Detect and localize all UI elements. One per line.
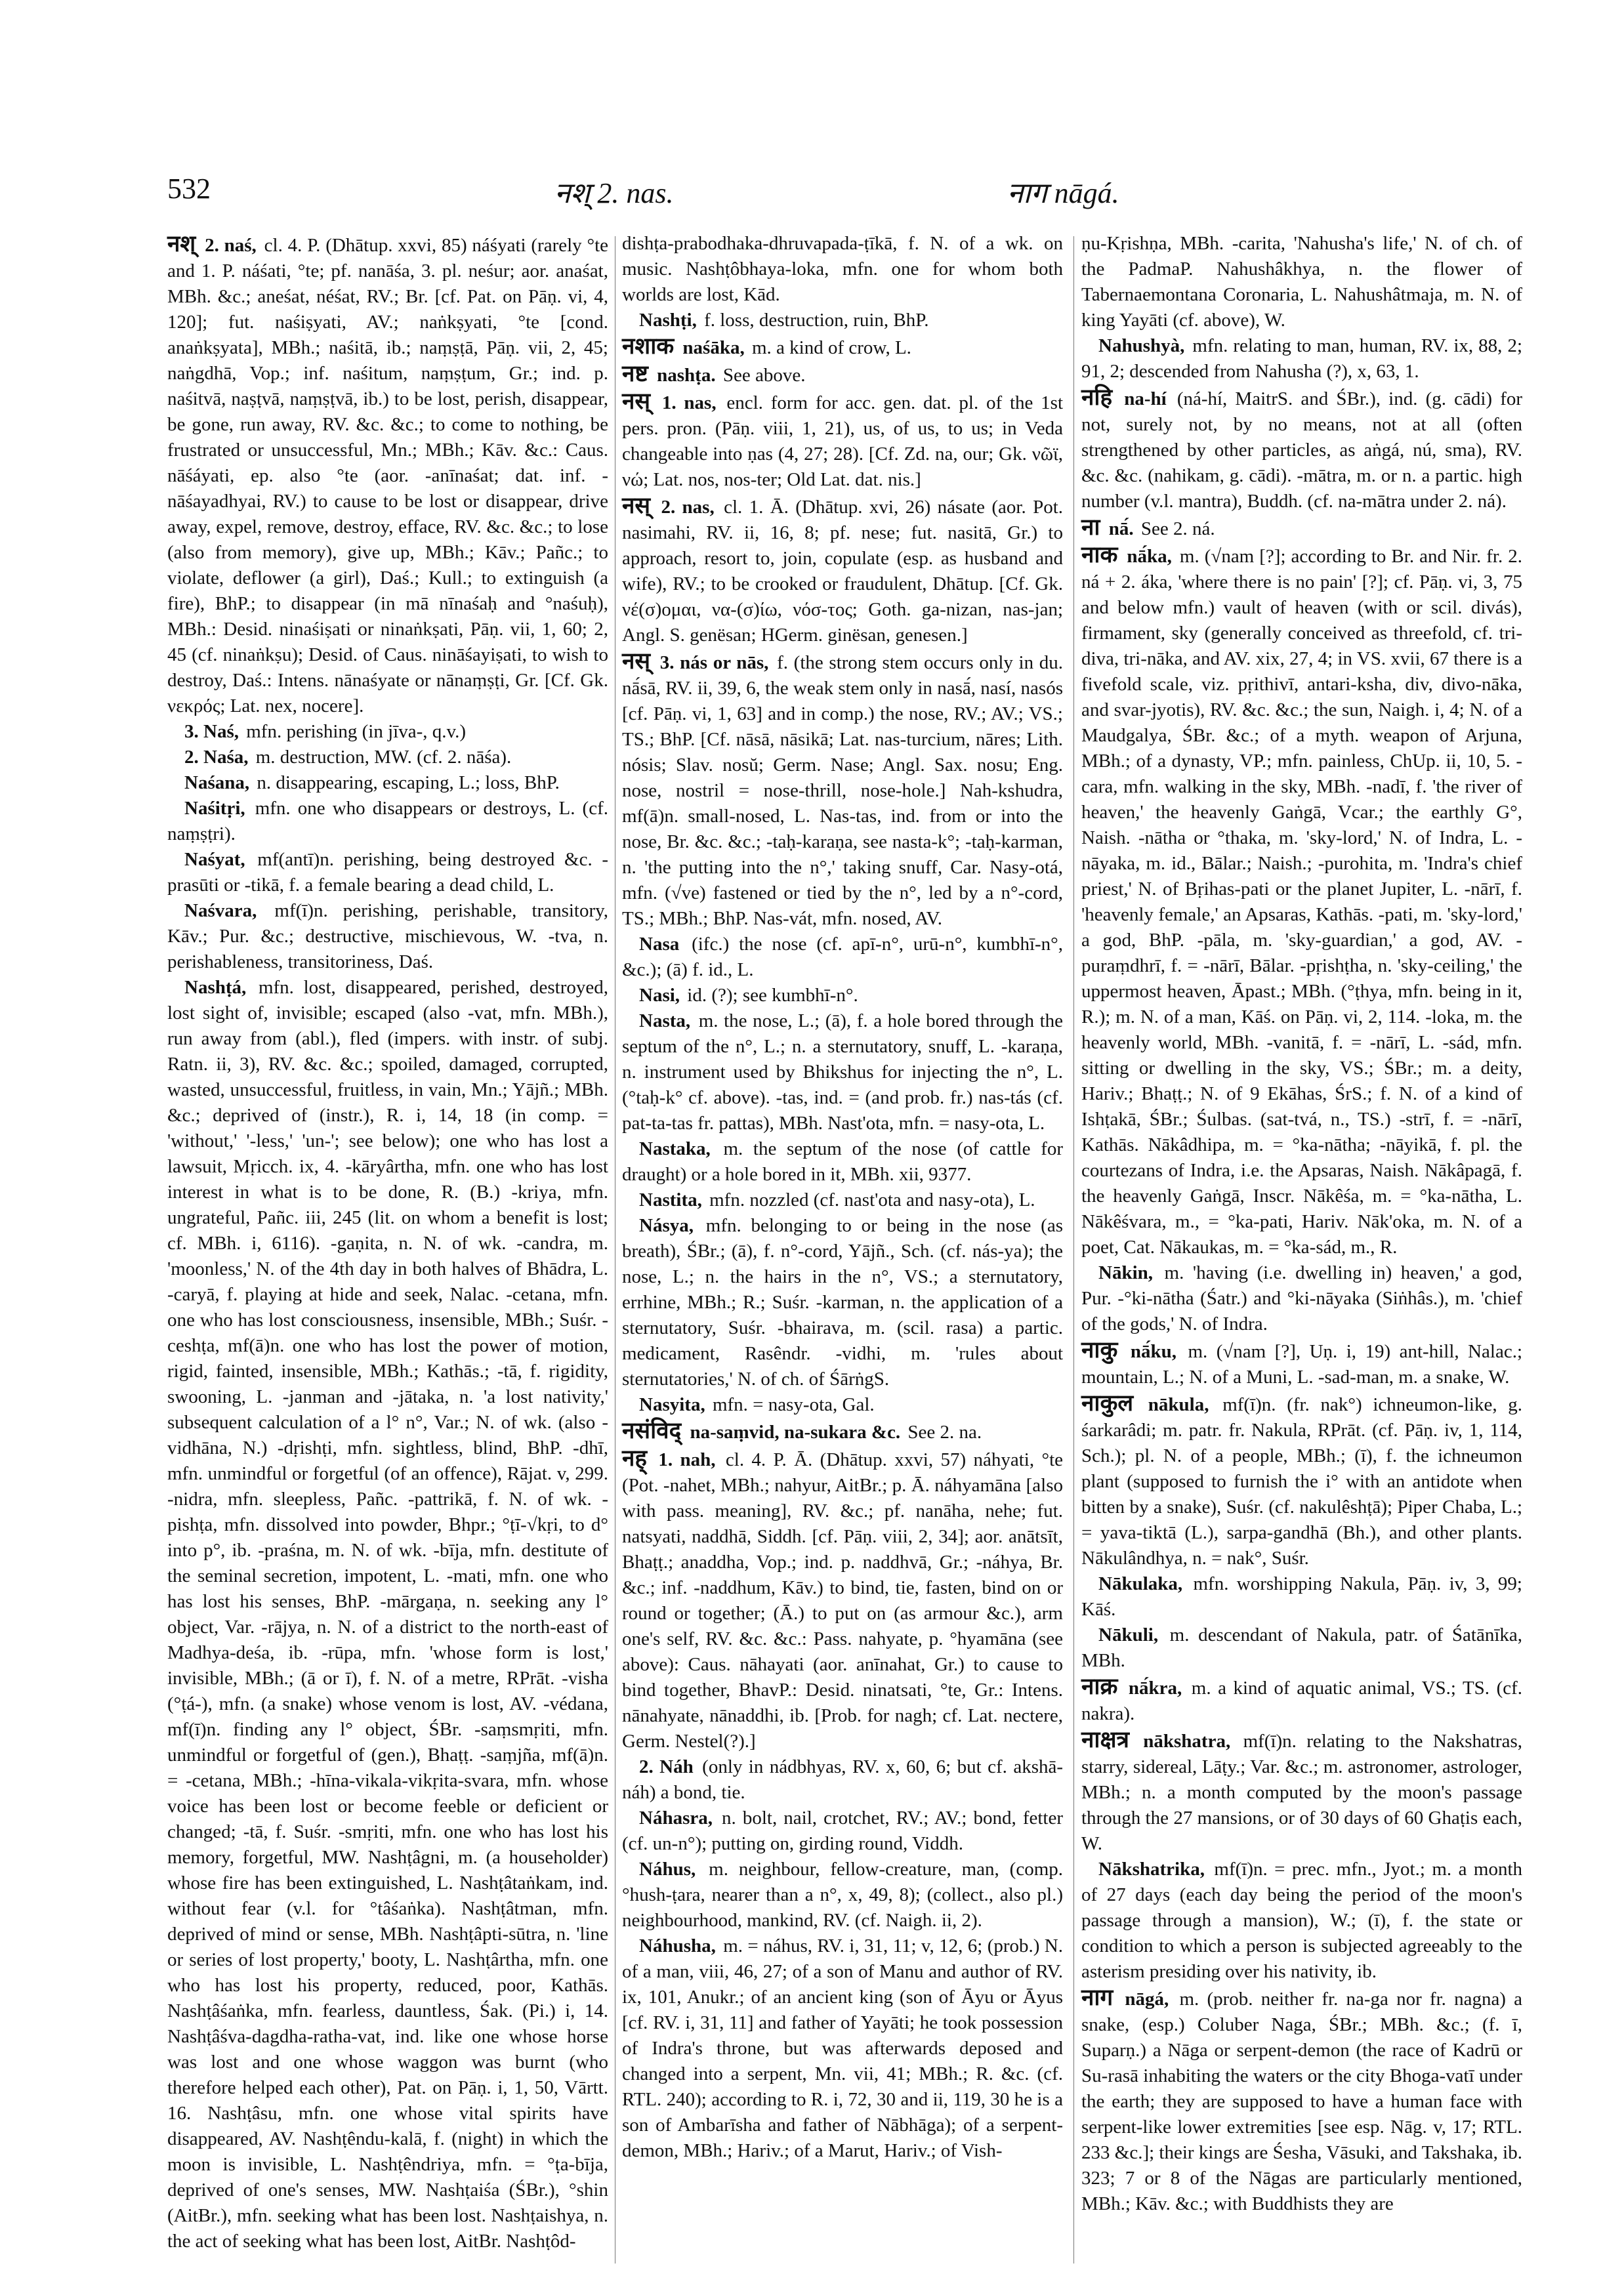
dictionary-entry: [167, 770, 608, 796]
entry-definition: See 2. na.: [907, 1422, 982, 1443]
entry-definition: m. destruction, MW. (cf. 2. nāśa).: [255, 747, 512, 768]
dictionary-entry: [622, 1418, 1063, 1445]
dictionary-entry: [1081, 384, 1522, 514]
entry-definition: mf(antī)n. perishing, being destroyed &c. -prasūti or -tikā, f. a female bearing a dead child, L.: [167, 849, 609, 896]
entry-definition: See 2. ná.: [1140, 518, 1215, 539]
entry-definition: f. loss, destruction, ruin, BhP.: [704, 310, 929, 331]
entry-definition: See above.: [722, 365, 806, 386]
dictionary-entry: [167, 975, 608, 2254]
headword: Nākin,: [1098, 1262, 1154, 1283]
entry-definition: mf(ī)n. perishing, perishable, transitory, Kāv.; Pur. &c.; destructive, mischievous, W. -tva, n. perishableness, transitoriness, Daś.: [167, 900, 608, 972]
dictionary-entry: [167, 898, 608, 975]
entry-definition: m. (prob. neither fr. na-ga nor fr. nagna) a snake, (esp.) Coluber Naga, ŚBr.; MBh. &c.; (f. ī, Suparṇ.) a Nāga or serpent-demon (the race of Kadrū or Su-rasā inhabiting the waters or the city Bhoga-vatī under the earth; they are supposed to have a human face with serpent-like lower extremities [see esp. Nāg. v, 17; RTL. 233 &c.]; their kings are Śesha, Vāsuki, and Takshaka, ib. 323; 7 or 8 of the Nāgas are particularly mentioned, MBh.; Kāv. &c.; with Buddhists they are: [1081, 1989, 1523, 2214]
entry-definition: m. neighbour, fellow-creature, man, (comp. °hush-ṭara, nearer than a n°, x, 49, 8); (collect., also pl.) neighbourhood, mankind, RV. (cf. Naigh. ii, 2).: [622, 1859, 1064, 1931]
entry-definition: cl. 4. P. (Dhātup. xxvi, 85) náśyati (rarely °te and 1. P. náśati, °te; pf. nanāśa, 3. pl. neśur; aor. anaśat, MBh. &c.; aneśat, néśat, RV.; Br. [cf. Pat. on Pāṇ. vi, 4, 120]; fut. naśiṣyati, AV.; naṅkṣyati, °te [cond. anaṅkṣyata], MBh.; naśitā, ib.; naṃṣṭā, Pāṇ. vii, 2, 45; naṅgdhā, Vop.; inf. naśitum, naṃṣṭum, Gr.; ind. p. naśitvā, naṣṭvā, naṃṣṭvā, ib.) to be lost, perish, disappear, be gone, run away, RV. &c. &c.; to come to nothing, be frustrated or unsuccessful, Mn.; MBh.; Kāv. &c.: Caus. nāśáyati, ep. also °te (aor. -anīnaśat; dat. inf. -nāśayadhyai, RV.) to cause to be lost or disappear, drive away, expel, remove, destroy, efface, RV. &c. &c.; to lose (also from memory), give up, MBh.; Kāv.; Pañc.; to violate, deflower (a girl), Daś.; Kull.; to extinguish (a fire), BhP.; to disappear (in mā nīnaśaḥ and °naśuḥ), MBh.: Desid. ninaśiṣati or ninaṅkṣati, Pāṇ. vii, 1, 60; 2, 45 (cf. ninaṅkṣu); Desid. of Caus. nināśayiṣati, to wish to destroy, Daś.: Intens. nānaśyate or nānaṃṣṭi, Gr. [Cf. Gk. νεκρός; Lat. nex, nocere].: [167, 235, 609, 716]
headword: Nasyita,: [639, 1394, 705, 1415]
dictionary-entry: [1081, 1674, 1522, 1727]
entry-definition: mfn. belonging to or being in the nose (as breath), ŚBr.; (ā), f. n°-cord, Yājñ., Sch. (cf. nás-ya); the nose, L.; n. the hairs in the n°, VS.; a sternutatory, errhine, MBh.; R.; Suśr. -karman, n. the application of a sternutatory, Suśr. -bhairava, m. (scil. rasa) a partic. medicament, Rasêndr. -vidhi, m. 'rules about sternutatories,' N. of ch. of ŚārṅgS.: [622, 1215, 1063, 1390]
devanagari-headword: नस्: [622, 388, 651, 414]
headword: nā́.: [1108, 518, 1134, 539]
headword: 2. naś,: [205, 235, 257, 256]
column-divider: [1073, 236, 1074, 2264]
dictionary-entry: [167, 796, 608, 847]
entry-definition: m. descendant of Nakula, patr. of Śatānīka, MBh.: [1081, 1624, 1522, 1671]
dictionary-entry: [1081, 231, 1522, 333]
dictionary-entry: [622, 648, 1063, 932]
dictionary-entry: [1081, 1985, 1522, 2217]
entry-definition: (ná-hí, MaitrS. and ŚBr.), ind. (g. cādi) for not, surely not, by no means, not at all (often strengthened by other particles, as aṅgá, nú, sma), RV. &c. &c. (nahikam, g. cādi). -mātra, m. or n. a partic. high number (v.l. mantra), Buddh. (cf. na-mātra under 2. ná).: [1081, 388, 1523, 512]
entry-definition: mfn. perishing (in jīva-, q.v.): [246, 721, 467, 742]
headword: 3. nás or nās,: [659, 652, 769, 673]
dictionary-entry: [1081, 514, 1522, 542]
guide-word-right: नाग nāgá.: [1007, 177, 1119, 209]
dictionary-entry: [622, 1933, 1063, 2164]
dictionary-entry: [1081, 333, 1522, 384]
headword: Nākulaka,: [1098, 1573, 1183, 1594]
dictionary-entry: [622, 1392, 1063, 1418]
devanagari-headword: नाक: [1081, 542, 1118, 568]
entry-definition: ṇu-Kṛishṇa, MBh. -carita, 'Nahusha's life,' N. of ch. of the PadmaP. Nahushâkhya, n. the flower of Tabernaemontana Coronaria, L. Nahushâtmaja, m. N. of king Yayāti (cf. above), W.: [1081, 233, 1522, 331]
headword: Náhusha,: [639, 1935, 716, 1956]
headword: nā́kra,: [1128, 1678, 1182, 1699]
dictionary-entry: [167, 231, 608, 719]
headword: Nahushyà,: [1098, 335, 1185, 356]
entry-definition: mf(ī)n. = prec. mfn., Jyot.; m. a month of 27 days (each day being the period of the moon's passage through a mansion), W.; (ī), f. the state or condition to which a person is subjected agreeably to the asterism presiding over his nativity, ib.: [1081, 1859, 1523, 1982]
entry-definition: m. (√nam [?]; according to Br. and Nir. fr. 2. ná + 2. áka, 'where there is no pain' [?]; cf. Pāṇ. vi, 3, 75 and below mfn.) vault of heaven (with or scil. divás), firmament, sky (generally conceived as threefold, cf. tri-diva, tri-nāka, and AV. xix, 27, 4; in VS. xvii, 67 there is a fivefold scale, viz. pṛithivī, antari-ksha, div, divo-nāka, and svar-jyotis), RV. &c. &c.; the sun, Naigh. i, 4; N. of a Maudgalya, ŚBr. &c.; of a myth. weapon of Arjuna, MBh.; of a dynasty, VP.; mfn. painless, ChUp. ii, 10, 5. -cara, mfn. walking in the sky, MBh. -nadī, f. 'the river of heaven,' the heavenly Gaṅgā, Vcar.; the earthly G°, Naish. -nātha or °thaka, m. 'sky-lord,' N. of Indra, L. -nāyaka, m. id., Bālar.; Naish.; -purohita, m. 'Indra's chief priest,' N. of Bṛihas-pati or the planet Jupiter, L. -nārī, f. 'heavenly female,' an Apsaras, Kathās. -pati, m. 'sky-lord,' a god, BhP. -pāla, m. 'sky-guardian,' a god, AV. -puraṃdhrī, f. = -nārī, Bālar. -pṛishṭha, n. 'sky-ceiling,' the uppermost heaven, Āpast.; MBh. (°ṭhya, mfn. being in it, R.); m. N. of a man, Kāś. on Pāṇ. vi, 2, 114. -loka, m. the heavenly world, MBh. -vanitā, f. = -nārī, L. -sád, mfn. sitting or dwelling in the sky, VS.; ŚBr.; m. a deity, Hariv.; Bhaṭṭ.; N. of 9 Ekāhas, ŚrS.; f. N. of a kind of Ishṭakā, ŚBr.; Śulbas. (sat-tvá, n., TS.) -strī, f. = -nārī, Kathās. Nākâdhipa, m. = °ka-nātha; -nāyikā, f. pl. the courtezans of Indra, i.e. the Apsaras, Naish. Nākâpagā, f. the heavenly Gaṅgā, Inscr. Nākêśa, m. = °ka-nātha, L. Nākêśvara, m., = °ka-pati, Hariv. Nāk'oka, m. N. of a poet, Cat. Nākaukas, m. = °ka-sád, m., R.: [1081, 546, 1523, 1258]
dictionary-entry: [167, 847, 608, 898]
entry-definition: m. 'having (i.e. dwelling in) heaven,' a god, Pur. -°ki-nātha (Śatr.) and °ki-nāyaka (Siṅhâs.), m. 'chief of the gods,' N. of Indra.: [1081, 1262, 1523, 1334]
headword: Nasi,: [639, 985, 680, 1006]
devanagari-headword: नशाक: [622, 333, 675, 359]
entry-definition: mf(ī)n. (fr. nak°) ichneumon-like, g. śarkarâdi; m. patr. fr. Nakula, RPrāt. (cf. Pāṇ. iv, 1, 114, Sch.); pl. N. of a people, MBh.; (ī), f. the ichneumon plant (supposed to furnish the i° with an antidote when bitten by a snake), Suśr. (cf. nakulêshṭā); Piper Chaba, L.; = yava-tiktā (L.), sarpa-gandhā (Bh.), and other plants. Nākulândhya, n. = nak°, Suśr.: [1081, 1394, 1523, 1569]
entry-definition: (only in nádbhyas, RV. x, 60, 6; but cf. akshā-náh) a bond, tie.: [622, 1756, 1064, 1803]
entry-definition: cl. 4. P. Ā. (Dhātup. xxvi, 57) náhyati, °te (Pot. -nahet, MBh.; nahyur, AitBr.; p. Ā. náhyamāna [also with pass. meaning], RV. &c.; pf. nanāha, nehe; fut. natsyati, naddhā, Siddh. [cf. Pāṇ. viii, 2, 34]; aor. anātsīt, Bhaṭṭ.; anaddha, Vop.; ind. p. naddhvā, Gr.; -náhya, Br. &c.; inf. -naddhum, Kāv.) to bind, tie, fasten, bind on or round or together; (Ā.) to put on (as armour &c.), arm one's self, RV. &c. &c.: Pass. nahyate, p. °hyamāna (see above): Caus. nāhayati (aor. anīnahat, Gr.) to cause to bind together, BhavP.: Desid. ninatsati, °te, Gr.: Intens. nānahyate, nānaddhi, ib. [Prob. for nagh; cf. Lat. nectere, Germ. Nestel(?).]: [622, 1449, 1063, 1752]
devanagari-headword: नाक्र: [1081, 1674, 1118, 1699]
headword: nā́ka,: [1127, 546, 1172, 567]
headword: Nasta,: [639, 1010, 691, 1031]
headword: 2. nas,: [661, 497, 715, 518]
dictionary-entry: [1081, 1857, 1522, 1985]
dictionary-entry: [622, 231, 1063, 308]
headword: Náhasra,: [639, 1808, 713, 1829]
headword: nākula,: [1148, 1394, 1209, 1415]
entry-definition: mfn. = nasy-ota, Gal.: [712, 1394, 875, 1415]
headword: Násya,: [639, 1215, 694, 1236]
dictionary-entry: [622, 1008, 1063, 1136]
devanagari-headword: नहि: [1081, 384, 1113, 410]
entry-definition: cl. 1. Ā. (Dhātup. xvi, 26) násate (aor. Pot. nasimahi, RV. ii, 16, 8; pf. nese; fut. nasitā, Gr.) to approach, resort to, join, copulate (esp. as husband and wife), RV.; to be crooked or fraudulent, Dhātup. [Cf. Gk. νέ(σ)ομαι, να-(σ)ίω, νόσ-τος; Goth. ga-nizan, nas-jan; Angl. S. genësan; HGerm. ginësan, genesen.]: [622, 497, 1064, 646]
dictionary-entry: [622, 1445, 1063, 1754]
entry-definition: encl. form for acc. gen. dat. pl. of the 1st pers. pron. (Pāṇ. viii, 1, 21), us, of us, to us; in Veda changeable into ṇas (4, 27; 28). [Cf. Zd. na, our; Gk. νῶϊ, νώ; Lat. nos, nos-ter; Old Lat. dat. nis.]: [622, 392, 1064, 490]
dictionary-entry: [622, 308, 1063, 333]
devanagari-headword: नसंविद्: [622, 1418, 682, 1443]
headword: Naśyat,: [184, 849, 245, 870]
headword: Naśana,: [184, 772, 250, 793]
headword: 2. Náh: [639, 1756, 694, 1777]
entry-definition: f. (the strong stem occurs only in du. nā́sā, RV. ii, 39, 6, the weak stem only in nasā́, nasí, nasós [cf. Pāṇ. vi, 1, 63] and in comp.) the nose, RV.; AV.; VS.; TS.; BhP. [Cf. nāsā, nāsikā; Lat. nas-turcium, nāres; Lith. nósis; Slav. nosŭ; Germ. Nase; Angl. Sax. nosu; Eng. nose, nostril = nose-thrill, nose-hole.] Nah-kshudra, mf(ā)n. small-nosed, L. Nas-tas, ind. from or into the nose, Br. &c. &c.; -taḥ-karaṇa, see nasta-k°; -taḥ-karman, n. 'the putting into the n°,' taking snuff, Car. Nasy-otá, mfn. (√ve) fastened or tied by the n°, led by a n°-cord, TS.; MBh.; BhP. Nas-vát, mfn. nosed, AV.: [622, 652, 1064, 929]
headword: Naśvara,: [184, 900, 257, 921]
devanagari-headword: नाग: [1081, 1985, 1114, 2010]
entry-definition: mfn. nozzled (cf. nast'ota and nasy-ota), L.: [709, 1189, 1035, 1210]
entry-definition: m. (√nam [?], Uṇ. i, 19) ant-hill, Nalac.; mountain, L.; N. of a Muni, L. -sad-man, m. a snake, W.: [1081, 1341, 1523, 1388]
entry-definition: dishṭa-prabodhaka-dhruvapada-ṭīkā, f. N. of a wk. on music. Nashṭôbhaya-loka, mfn. one for whom both worlds are lost, Kād.: [622, 233, 1063, 305]
devanagari-headword: नाकुल: [1081, 1390, 1134, 1416]
headword: 2. Naśa,: [184, 747, 249, 768]
dictionary-entry: [1081, 1571, 1522, 1623]
dictionary-entry: [622, 361, 1063, 388]
entry-definition: n. disappearing, escaping, L.; loss, BhP.: [257, 772, 560, 793]
dictionary-entry: [622, 1213, 1063, 1392]
headword: Nasa: [639, 934, 680, 955]
headword: nashṭa.: [657, 365, 716, 386]
headword: 1. nas,: [661, 392, 717, 413]
entry-definition: mfn. one who disappears or destroys, L. (cf. naṃṣṭri).: [167, 798, 608, 844]
column-right: [1081, 231, 1522, 2217]
entry-definition: m. a kind of crow, L.: [751, 337, 911, 358]
headword: nāgá,: [1125, 1989, 1169, 2010]
dictionary-entry: [622, 1754, 1063, 1806]
dictionary-entry: [622, 388, 1063, 493]
column-middle: [622, 231, 1063, 2164]
dictionary-entry: [622, 333, 1063, 361]
headword: 3. Naś,: [184, 721, 239, 742]
page-number: 532: [167, 173, 211, 205]
entry-definition: m. = náhus, RV. i, 31, 11; v, 12, 6; (prob.) N. of a man, viii, 46, 27; of a son of Manu and author of RV. ix, 101, Anukr.; of an ancient king (son of Āyu or Āyus [cf. RV. i, 31, 11] and father of Yayāti; he took possession of Indra's throne, but was afterwards deposed and changed into a serpent, Mn. vii, 41; MBh.; R. &c. (cf. RTL. 240); according to R. i, 72, 30 and ii, 119, 30 he is a son of Ambarīsha and father of Nābhāga); of a serpent-demon, MBh.; Hariv.; of a Marut, Hariv.; of Vish-: [622, 1935, 1064, 2161]
headword: na-saṃvid, na-sukara &c.: [690, 1422, 901, 1443]
headword: Nastita,: [639, 1189, 702, 1210]
column-left: [167, 231, 608, 2254]
devanagari-headword: नह्: [622, 1445, 648, 1471]
dictionary-entry: [622, 493, 1063, 648]
dictionary-entry: [622, 983, 1063, 1008]
headword: nā́ku,: [1130, 1341, 1176, 1362]
dictionary-entry: [622, 1857, 1063, 1933]
devanagari-headword: नाकु: [1081, 1337, 1118, 1363]
dictionary-entry: [167, 745, 608, 770]
dictionary-entry: [622, 1806, 1063, 1857]
guide-word-left: नश् 2. nas.: [554, 177, 674, 209]
devanagari-headword: नाक्षत्र: [1081, 1727, 1129, 1752]
devanagari-headword: ना: [1081, 514, 1100, 540]
headword: Nastaka,: [639, 1138, 711, 1159]
headword: nākshatra,: [1143, 1731, 1231, 1752]
devanagari-headword: नश्: [167, 231, 196, 257]
dictionary-entry: [622, 1136, 1063, 1188]
dictionary-entry: [622, 932, 1063, 983]
headword: Náhus,: [639, 1859, 696, 1880]
headword: Nākuli,: [1098, 1624, 1159, 1645]
headword: na-hí: [1124, 388, 1167, 409]
headword: Nashṭi,: [639, 310, 697, 331]
dictionary-entry: [1081, 1623, 1522, 1674]
headword: 1. nah,: [658, 1449, 716, 1470]
dictionary-entry: [1081, 1337, 1522, 1390]
entry-definition: mfn. relating to man, human, RV. ix, 88, 2; 91, 2; descended from Nahusha (?), x, 63, 1.: [1081, 335, 1523, 382]
entry-definition: m. the nose, L.; (ā), f. a hole bored through the septum of the n°, L.; n. a sternutatory, snuff, L. -karaṇa, n. instrument used by Bhikshus for injecting the n°, L. (°taḥ-k° cf. above). -tas, ind. = (and prob. fr.) nas-tás (cf. pat-ta-tas fr. pattas), MBh. Nast'ota, mfn. = nasy-ota, L.: [622, 1010, 1064, 1134]
entry-definition: m. a kind of aquatic animal, VS.; TS. (cf. nakra).: [1081, 1678, 1523, 1724]
dictionary-entry: [1081, 1390, 1522, 1571]
devanagari-headword: नस्: [622, 648, 651, 674]
devanagari-headword: नष्ट: [622, 361, 648, 386]
dictionary-entry: [1081, 1260, 1522, 1337]
entry-definition: n. bolt, nail, crotchet, RV.; AV.; bond, fetter (cf. un-n°); putting on, girding round, Viddh.: [622, 1808, 1063, 1854]
entry-definition: mfn. lost, disappeared, perished, destroyed, lost sight of, invisible; escaped (also -vat, mfn. MBh.), run away from (abl.), fled (impers. with instr. of subj. Ratn. ii, 3), RV. &c. &c.; spoiled, damaged, corrupted, wasted, unsuccessful, fruitless, in vain, Mn.; Yājñ.; MBh. &c.; deprived of (instr.), R. i, 14, 18 (in comp. = 'without,' '-less,' 'un-'; see below); one who has lost a lawsuit, Mṛicch. ix, 4. -kāryârtha, mfn. one who has lost interest in what is to be done, R. (B.) -kriya, mfn. ungrateful, Pañc. iii, 245 (lit. on whom a benefit is lost; cf. MBh. i, 6116). -gaṇita, n. N. of wk. -candra, m. 'moonless,' N. of the 4th day in both halves of Bhādra, L. -caryā, f. playing at hide and seek, Nalac. -cetana, mfn. one who has lost consciousness, insensible, MBh.; Suśr. -ceshṭa, mf(ā)n. one who has lost the power of motion, rigid, fainted, insensible, MBh.; Kathās.; -tā, f. rigidity, swooning, L. -janman and -jātaka, n. 'a lost nativity,' subsequent calculation of a l° n°, Var.; N. of wk. (also -vidhāna, N.) -dṛishṭi, mfn. sightless, blind, BhP. -dhī, mfn. unmindful or forgetful (of an offence), Rājat. v, 299. -nidra, mfn. sleepless, Pañc. -pattrikā, f. N. of wk. -pishṭa, mfn. dissolved into powder, Bhpr.; °ṭī-√kṛi, to d° into p°, ib. -praśna, m. N. of wk. -bīja, mfn. destitute of the seminal secretion, impotent, L. -mati, mfn. one who has lost his senses, BhP. -mārgaṇa, n. seeking any l° object, Var. -rājya, n. N. of a district to the north-east of Madhya-deśa, ib. -rūpa, mfn. 'whose form is lost,' invisible, MBh.; (ā or ī), f. N. of a metre, RPrāt. -visha (°ṭá-), mfn. (a snake) whose venom is lost, AV. -védana, mf(ī)n. finding any l° object, ŚBr. -saṃsmṛiti, mfn. unmindful or forgetful of (gen.), Bhaṭṭ. -saṃjña, mf(ā)n. = -cetana, MBh.; -hīna-vikala-vikṛita-svara, mfn. whose voice has been lost or become feeble or deficient or changed; -tā, f. Suśr. -smṛiti, mfn. one who has lost his memory, forgetful, MW. Nashṭâgni, m. (a householder) whose fire has been extinguished, L. Nashṭâtaṅkam, ind. without fear (v.l. for °tâśaṅka). Nashṭâtman, mfn. deprived of mind or sense, MBh. Nashṭâpti-sūtra, n. 'line or series of lost property,' booty, L. Nashṭârtha, mfn. one who has lost his property, reduced, poor, Kathās. Nashṭâśaṅka, mfn. fearless, dauntless, Śak. (Pi.) i, 14. Nashṭâśva-dagdha-ratha-vat, ind. like one whose horse was lost and one whose waggon was burnt (who therefore helped each other), Pat. on Pāṇ. i, 1, 50, Vārtt. 16. Nashṭâsu, mfn. one whose vital spirits have disappeared, AV. Nashṭêndu-kalā, f. (night) in which the moon is invisible, L. Nashṭêndriya, mfn. = °ṭa-bīja, deprived of one's senses, MW. Nashṭaiśa (ŚBr.), °shin (AitBr.), mfn. seeking what has been lost. Nashṭaishya, n. the act of seeking what has been lost, AitBr. Nashṭôd-: [167, 977, 609, 2252]
headword: Nashṭá,: [184, 977, 247, 998]
headword: Naśitṛi,: [184, 798, 245, 819]
entry-definition: m. the septum of the nose (of cattle for draught) or a hole bored in it, MBh. xii, 9377.: [622, 1138, 1064, 1185]
entry-definition: id. (?); see kumbhī-n°.: [687, 985, 858, 1006]
dictionary-entry: [167, 719, 608, 745]
entry-definition: mf(ī)n. relating to the Nakshatras, starry, sidereal, Lāṭy.; Var. &c.; m. astronomer, astrologer, MBh.; n. a month computed by the moon's passage through the 27 mansions, or of 30 days of 60 Ghaṭis each, W.: [1081, 1731, 1522, 1854]
running-header: [167, 172, 1529, 211]
dictionary-entry: [1081, 1727, 1522, 1857]
dictionary-entry: [622, 1188, 1063, 1213]
headword: Nākshatrika,: [1098, 1859, 1205, 1880]
dictionary-entry: [1081, 542, 1522, 1260]
headword: naśāka,: [682, 337, 745, 358]
entry-definition: (ifc.) the nose (cf. apī-n°, urū-n°, kumbhī-n°, &c.); (ā) f. id., L.: [622, 934, 1063, 980]
devanagari-headword: नस्: [622, 493, 651, 518]
entry-definition: mfn. worshipping Nakula, Pāṇ. iv, 3, 99; Kāś.: [1081, 1573, 1522, 1620]
